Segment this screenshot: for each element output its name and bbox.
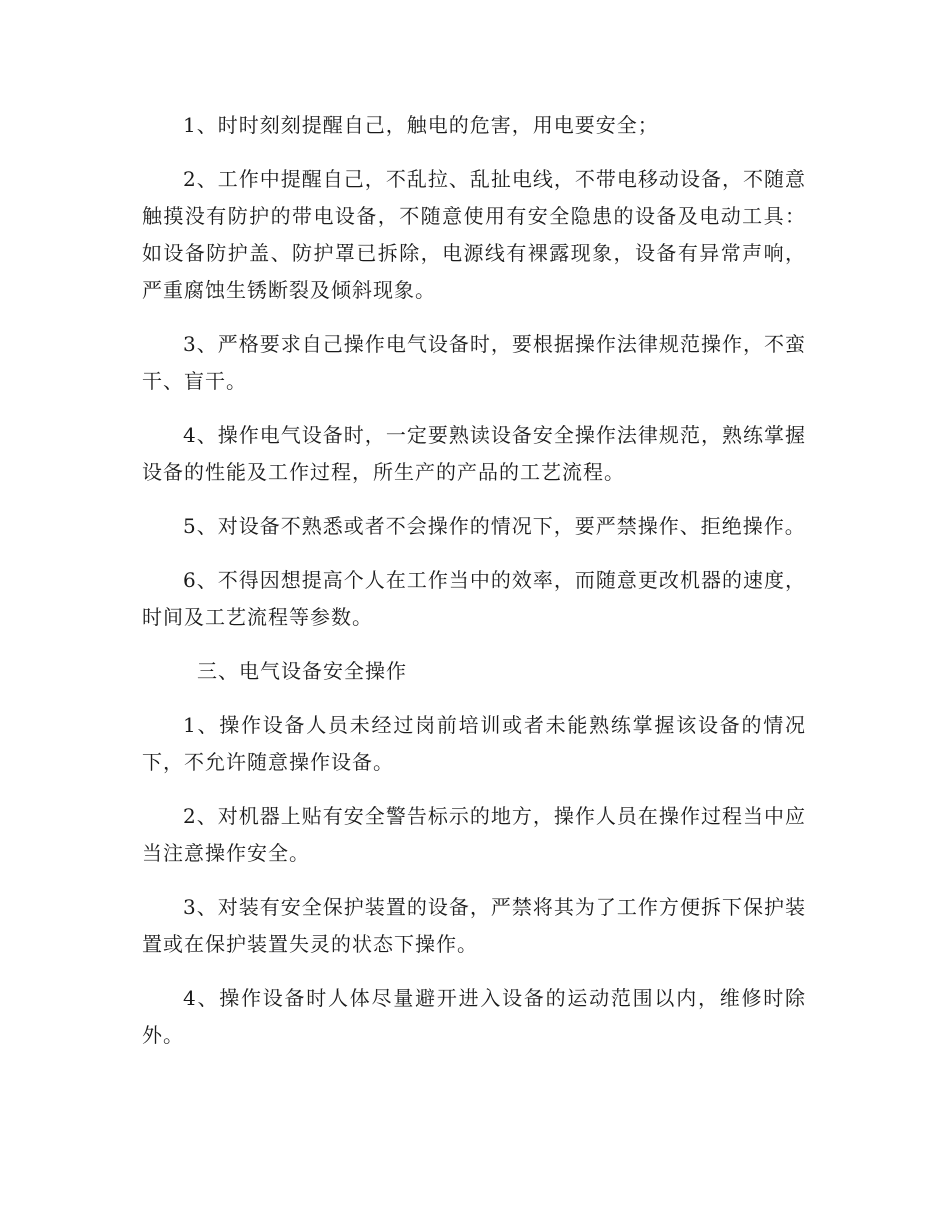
- paragraph-2: 2、工作中提醒自己，不乱拉、乱扯电线，不带电移动设备，不随意触摸没有防护的带电设备，不随意使用有安全隐患的设备及电动工具：如设备防护盖、防护罩已拆除，电源线有裸露现象，设备有异常声响，严重腐蚀生锈断裂及倾斜现象。: [142, 167, 806, 302]
- section-paragraph-1: 1、操作设备人员未经过岗前培训或者未能熟练掌握该设备的情况下，不允许随意操作设备。: [142, 713, 806, 774]
- paragraph-3: 3、严格要求自己操作电气设备时，要根据操作法律规范操作，不蛮干、盲干。: [142, 332, 806, 393]
- paragraph-1: 1、时时刻刻提醒自己，触电的危害，用电要安全；: [183, 113, 659, 137]
- section-paragraph-4: 4、操作设备时人体尽量避开进入设备的运动范围以内，维修时除外。: [142, 986, 806, 1047]
- paragraph-4: 4、操作电气设备时，一定要熟读设备安全操作法律规范，熟练掌握设备的性能及工作过程，所生产的产品的工艺流程。: [142, 423, 806, 484]
- document-body: [142, 107, 806, 1071]
- section-paragraph-2: 2、对机器上贴有安全警告标示的地方，操作人员在操作过程当中应当注意操作安全。: [142, 804, 806, 865]
- section-paragraph-3: 3、对装有安全保护装置的设备，严禁将其为了工作方便拆下保护装置或在保护装置失灵的状态下操作。: [142, 895, 806, 956]
- section-heading: 三、电气设备安全操作: [197, 659, 407, 683]
- paragraph-5: 5、对设备不熟悉或者不会操作的情况下，要严禁操作、拒绝操作。: [183, 514, 806, 538]
- paragraph-6: 6、不得因想提高个人在工作当中的效率，而随意更改机器的速度，时间及工艺流程等参数。: [142, 568, 806, 629]
